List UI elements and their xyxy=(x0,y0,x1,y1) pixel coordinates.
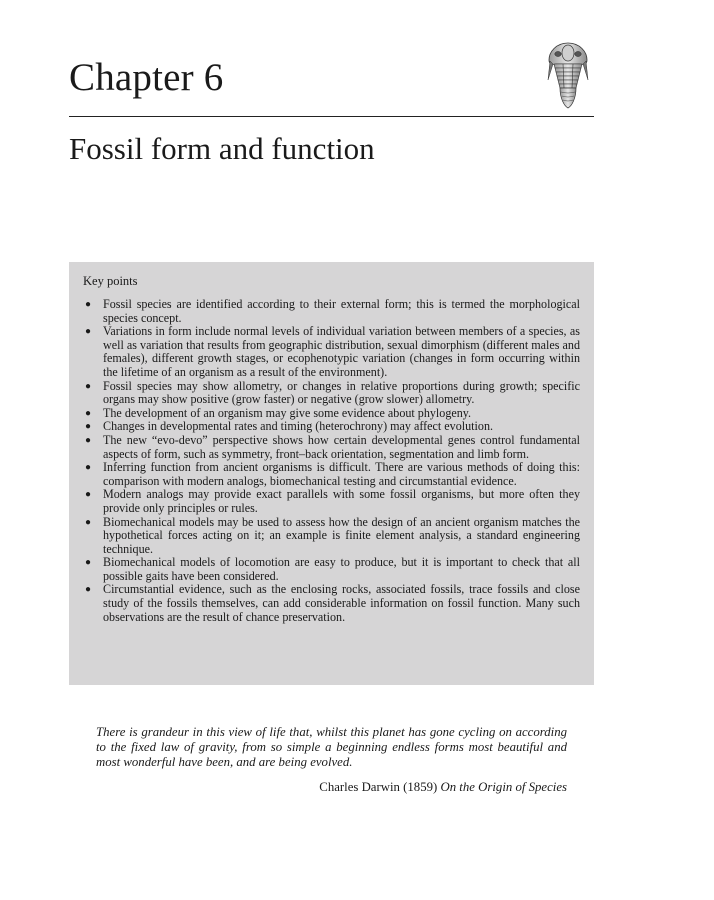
key-point-item xyxy=(83,407,580,421)
epigraph-work: On the Origin of Species xyxy=(440,780,567,794)
key-point-item xyxy=(83,583,580,624)
key-point-item xyxy=(83,325,580,379)
bullet-icon: ● xyxy=(85,434,92,446)
key-point-text: Circumstantial evidence, such as the enclosing rocks, associated fossils, trace fossils and close study of the fossils themselves, can add considerable information on fossil function. Many such observations are the result of chance preservation. xyxy=(103,582,580,624)
key-point-item xyxy=(83,434,580,461)
epigraph-author: Charles Darwin (1859) xyxy=(319,780,438,794)
chapter-divider xyxy=(69,116,594,117)
key-point-item xyxy=(83,420,580,434)
bullet-icon: ● xyxy=(85,516,92,528)
key-point-text: Variations in form include normal levels of individual variation between members of a species, as well as variation that results from geographic distribution, sexual dimorphism (different males and females), different growth stages, or ecophenotypic variation (changes in form occurring within the lifetime of an organism as a result of the environment). xyxy=(103,324,580,379)
key-point-item xyxy=(83,488,580,515)
key-point-text: The development of an organism may give some evidence about phylogeny. xyxy=(103,405,472,420)
key-point-text: Changes in developmental rates and timing (heterochrony) may affect evolution. xyxy=(103,419,494,434)
key-points-heading: Key points xyxy=(83,274,138,288)
bullet-icon: ● xyxy=(85,380,92,392)
key-point-item xyxy=(83,298,580,325)
bullet-icon: ● xyxy=(85,584,92,596)
key-point-text: Inferring function from ancient organisms is difficult. There are various methods of doing this: comparison with modern analogs, biomechanical testing and circumstantial evidence. xyxy=(103,460,580,488)
key-point-item xyxy=(83,380,580,407)
key-point-item xyxy=(83,516,580,557)
trilobite-icon xyxy=(546,40,590,110)
bullet-icon: ● xyxy=(85,407,92,419)
bullet-icon: ● xyxy=(85,462,92,474)
bullet-icon: ● xyxy=(85,489,92,501)
key-point-text: Fossil species may show allometry, or changes in relative proportions during growth; specific organs may show positive (grow faster) or negative (grow slower) allometry. xyxy=(103,378,580,407)
key-point-text: The new “evo-devo” perspective shows how certain developmental genes control fundamental aspects of form, such as symmetry, front–back orientation, segmentation and limb form. xyxy=(103,432,580,461)
chapter-title: Fossil form and function xyxy=(69,131,375,166)
key-point-text: Fossil species are identified according to their external form; this is termed the morphological species concept. xyxy=(103,297,580,325)
bullet-icon: ● xyxy=(85,299,92,310)
key-point-item xyxy=(83,556,580,583)
epigraph-quote: There is grandeur in this view of life that, whilst this planet has gone cycling on according to the fixed law of gravity, from so simple a beginning endless forms most beautiful and most wonderful have been, and are being evolved. xyxy=(96,725,567,769)
bullet-icon: ● xyxy=(85,326,92,338)
key-points-box xyxy=(69,262,594,685)
chapter-number: Chapter 6 xyxy=(69,56,224,99)
key-point-text: Biomechanical models of locomotion are easy to produce, but it is important to check that all possible gaits have been considered. xyxy=(103,555,580,583)
key-point-item xyxy=(83,461,580,488)
key-point-text: Modern analogs may provide exact parallels with some fossil organisms, but more often they provide only principles or rules. xyxy=(103,487,580,515)
bullet-icon: ● xyxy=(85,421,92,433)
bullet-icon: ● xyxy=(85,557,92,569)
epigraph-attribution xyxy=(319,780,567,795)
key-points-list xyxy=(83,298,580,624)
key-point-text: Biomechanical models may be used to assess how the design of an ancient organism matches the hypothetical forces acting on it; an example is finite element analysis, a standard engineering technique. xyxy=(103,514,580,556)
